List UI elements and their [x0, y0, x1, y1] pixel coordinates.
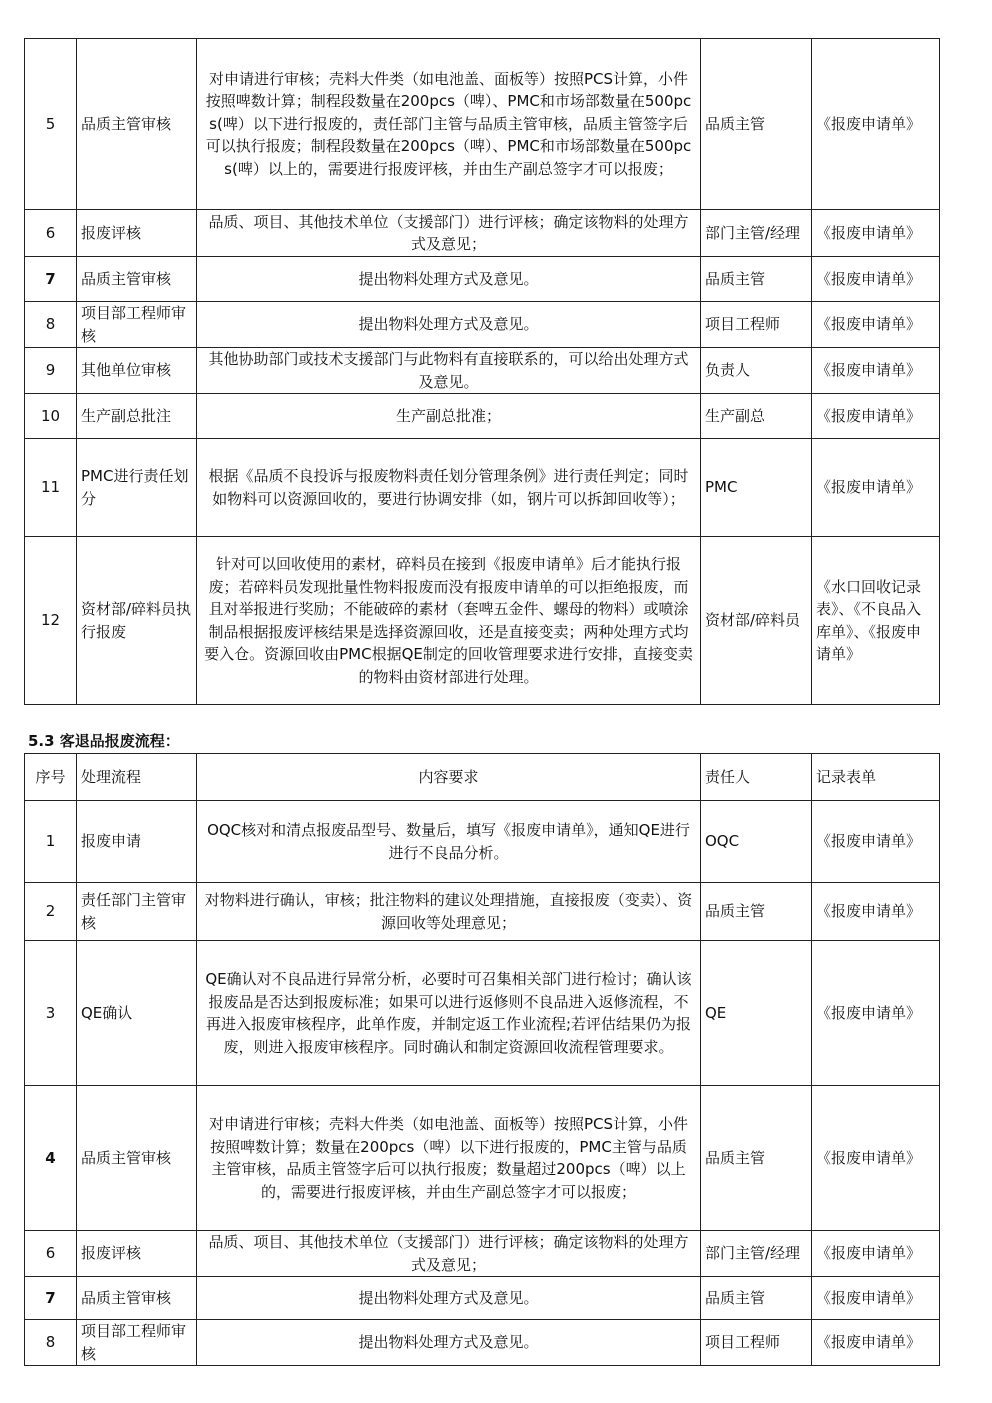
cell-person: PMC — [701, 439, 812, 537]
cell-form: 《报废申请单》 — [812, 348, 940, 394]
return-scrap-process-table — [24, 753, 940, 1366]
cell-process: 报废评核 — [77, 210, 197, 257]
cell-person: 生产副总 — [701, 394, 812, 439]
table-row — [25, 210, 940, 257]
cell-content: OQC核对和清点报废品型号、数量后，填写《报废申请单》，通知QE进行进行不良品分析。 — [197, 801, 701, 883]
cell-content: 提出物料处理方式及意见。 — [197, 302, 701, 348]
cell-form: 《报废申请单》 — [812, 439, 940, 537]
table-row — [25, 537, 940, 705]
table-row — [25, 1086, 940, 1231]
table-row — [25, 394, 940, 439]
cell-process: 其他单位审核 — [77, 348, 197, 394]
cell-form: 《报废申请单》 — [812, 257, 940, 302]
table-body — [25, 39, 940, 705]
cell-content: 品质、项目、其他技术单位（支援部门）进行评核；确定该物料的处理方式及意见； — [197, 1231, 701, 1277]
cell-person: 品质主管 — [701, 1277, 812, 1320]
cell-content: 根据《品质不良投诉与报废物料责任划分管理条例》进行责任判定；同时如物料可以资源回收的，要进行协调安排（如，钢片可以拆卸回收等）； — [197, 439, 701, 537]
table-body — [25, 754, 940, 1366]
cell-content: 生产副总批准； — [197, 394, 701, 439]
cell-process: 品质主管审核 — [77, 257, 197, 302]
cell-content: 品质、项目、其他技术单位（支援部门）进行评核；确定该物料的处理方式及意见； — [197, 210, 701, 257]
cell-process: 资材部/碎料员执行报废 — [77, 537, 197, 705]
cell-person: 部门主管/经理 — [701, 210, 812, 257]
table-row — [25, 1320, 940, 1366]
cell-form: 《报废申请单》 — [812, 394, 940, 439]
cell-no: 2 — [25, 883, 77, 941]
cell-process: 项目部工程师审核 — [77, 1320, 197, 1366]
cell-content: 提出物料处理方式及意见。 — [197, 257, 701, 302]
cell-content: 对申请进行审核；壳料大件类（如电池盖、面板等）按照PCS计算，小件按照啤数计算；制程段数量在200pcs（啤）、PMC和市场部数量在500pcs(啤）以下进行报废的，责任部门主管与品质主管审核，品质主管签字后可以执行报废；制程段数量在200pcs（啤）、PMC和市场部数量在500pcs(啤）以上的，需要进行报废评核，并由生产副总签字才可以报废； — [197, 39, 701, 210]
cell-process: 品质主管审核 — [77, 39, 197, 210]
cell-form: 《报废申请单》 — [812, 302, 940, 348]
table-row — [25, 257, 940, 302]
section-heading: 5.3 客退品报废流程： — [28, 732, 180, 750]
cell-person: 品质主管 — [701, 883, 812, 941]
cell-form: 《报废申请单》 — [812, 1231, 940, 1277]
cell-no: 7 — [25, 1277, 77, 1320]
table-row — [25, 439, 940, 537]
cell-person: 部门主管/经理 — [701, 1231, 812, 1277]
cell-no: 4 — [25, 1086, 77, 1231]
cell-process: 责任部门主管审核 — [77, 883, 197, 941]
cell-process: 品质主管审核 — [77, 1086, 197, 1231]
cell-form: 《报废申请单》 — [812, 801, 940, 883]
cell-no: 5 — [25, 39, 77, 210]
cell-process: 品质主管审核 — [77, 1277, 197, 1320]
table-row — [25, 348, 940, 394]
cell-form: 《水口回收记录表》、《不良品入库单》、《报废申请单》 — [812, 537, 940, 705]
header-no: 序号 — [25, 754, 77, 801]
cell-no: 8 — [25, 302, 77, 348]
cell-form: 《报废申请单》 — [812, 210, 940, 257]
cell-content: 提出物料处理方式及意见。 — [197, 1277, 701, 1320]
cell-no: 3 — [25, 941, 77, 1086]
table-row — [25, 941, 940, 1086]
cell-person: 项目工程师 — [701, 302, 812, 348]
cell-person: OQC — [701, 801, 812, 883]
cell-content: QE确认对不良品进行异常分析，必要时可召集相关部门进行检讨；确认该报废品是否达到报废标准；如果可以进行返修则不良品进入返修流程，不再进入报废审核程序，此单作废，并制定返工作业流程;若评估结果仍为报废，则进入报废审核程序。同时确认和制定资源回收流程管理要求。 — [197, 941, 701, 1086]
table-row — [25, 39, 940, 210]
cell-no: 11 — [25, 439, 77, 537]
scrap-process-table-continued — [24, 38, 940, 705]
header-person: 责任人 — [701, 754, 812, 801]
header-process: 处理流程 — [77, 754, 197, 801]
cell-form: 《报废申请单》 — [812, 1086, 940, 1231]
table-header-row — [25, 754, 940, 801]
cell-form: 《报废申请单》 — [812, 1277, 940, 1320]
cell-content: 针对可以回收使用的素材，碎料员在接到《报废申请单》后才能执行报废；若碎料员发现批量性物料报废而没有报废申请单的可以拒绝报废，而且对举报进行奖励；不能破碎的素材（套啤五金件、螺母的物料）或喷涂制品根据报废评核结果是选择资源回收，还是直接变卖；两种处理方式均要入仓。资源回收由PMC根据QE制定的回收管理要求进行安排，直接变卖的物料由资材部进行处理。 — [197, 537, 701, 705]
cell-form: 《报废申请单》 — [812, 1320, 940, 1366]
cell-process: PMC进行责任划分 — [77, 439, 197, 537]
cell-person: 品质主管 — [701, 1086, 812, 1231]
cell-no: 12 — [25, 537, 77, 705]
cell-no: 7 — [25, 257, 77, 302]
table-row — [25, 1277, 940, 1320]
table-row — [25, 883, 940, 941]
cell-content: 其他协助部门或技术支援部门与此物料有直接联系的，可以给出处理方式及意见。 — [197, 348, 701, 394]
cell-person: 负责人 — [701, 348, 812, 394]
cell-no: 1 — [25, 801, 77, 883]
cell-process: 生产副总批注 — [77, 394, 197, 439]
cell-process: 报废评核 — [77, 1231, 197, 1277]
cell-no: 6 — [25, 210, 77, 257]
cell-no: 8 — [25, 1320, 77, 1366]
header-form: 记录表单 — [812, 754, 940, 801]
cell-form: 《报废申请单》 — [812, 39, 940, 210]
table-row — [25, 801, 940, 883]
cell-no: 10 — [25, 394, 77, 439]
cell-no: 9 — [25, 348, 77, 394]
cell-form: 《报废申请单》 — [812, 883, 940, 941]
cell-content: 对物料进行确认，审核；批注物料的建议处理措施，直接报废（变卖）、资源回收等处理意见； — [197, 883, 701, 941]
cell-person: 资材部/碎料员 — [701, 537, 812, 705]
cell-person: 品质主管 — [701, 257, 812, 302]
cell-person: QE — [701, 941, 812, 1086]
cell-person: 品质主管 — [701, 39, 812, 210]
cell-person: 项目工程师 — [701, 1320, 812, 1366]
cell-content: 提出物料处理方式及意见。 — [197, 1320, 701, 1366]
table-row — [25, 1231, 940, 1277]
cell-process: 报废申请 — [77, 801, 197, 883]
cell-process: QE确认 — [77, 941, 197, 1086]
table-row — [25, 302, 940, 348]
cell-form: 《报废申请单》 — [812, 941, 940, 1086]
header-content: 内容要求 — [197, 754, 701, 801]
cell-process: 项目部工程师审核 — [77, 302, 197, 348]
cell-no: 6 — [25, 1231, 77, 1277]
cell-content: 对申请进行审核；壳料大件类（如电池盖、面板等）按照PCS计算，小件按照啤数计算；数量在200pcs（啤）以下进行报废的，PMC主管与品质主管审核，品质主管签字后可以执行报废；数量超过200pcs（啤）以上的，需要进行报废评核，并由生产副总签字才可以报废； — [197, 1086, 701, 1231]
